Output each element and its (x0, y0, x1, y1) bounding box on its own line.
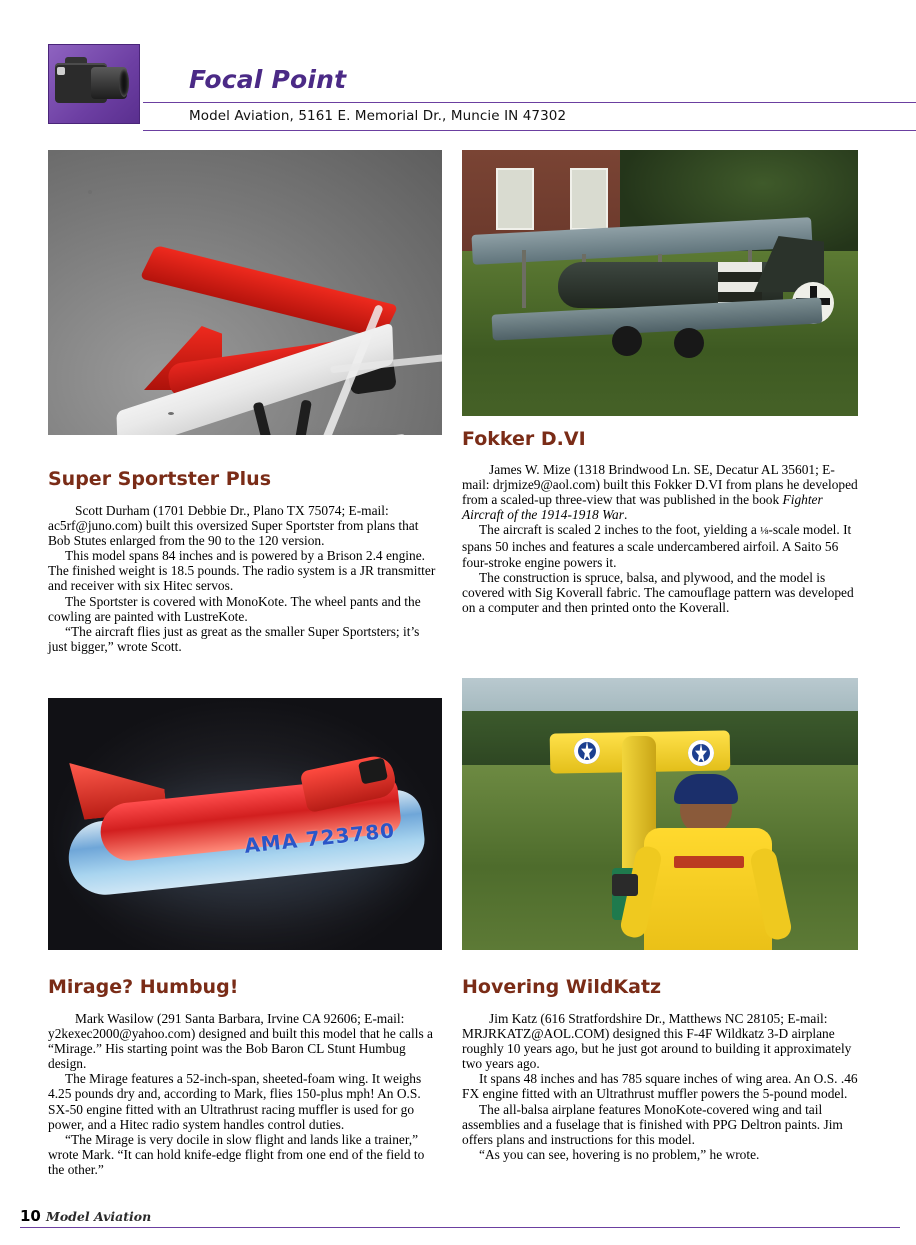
mirage-registration-text: AMA 723780 (243, 818, 397, 858)
masthead-rule-top (143, 102, 916, 103)
masthead-rule-bottom (143, 130, 916, 131)
camera-icon (55, 57, 133, 111)
headline-hovering-wildkatz: Hovering WildKatz (462, 976, 662, 998)
paragraph: Scott Durham (1701 Debbie Dr., Plano TX 75074; E-mail: ac5rf@juno.com) built this oversized Super Sportster from plans that Bob Stutes enlarged from the 90 to the 120 version. (48, 503, 419, 549)
masthead-address: Model Aviation, 5161 E. Memorial Dr., Muncie IN 47302 (189, 108, 567, 124)
paragraph: It spans 48 inches and has 785 square inches of wing area. An O.S. .46 FX engine fitted with an Ultrathrust muffler powers the 5-pound model. (462, 1071, 858, 1102)
paragraph: Mark Wasilow (291 Santa Barbara, Irvine CA 92606; E-mail: y2kexec2000@yahoo.com) designed and built this model that he calls a “Mirage.” His starting point was the Bob Baron CL Stunt Humbug design. (48, 1011, 433, 1072)
article-mirage (48, 976, 442, 1177)
paragraph: “As you can see, hovering is no problem,” he wrote. (479, 1146, 760, 1162)
headline-mirage: Mirage? Humbug! (48, 976, 239, 998)
headline-fokker-dvi: Fokker D.VI (462, 428, 586, 450)
paragraph: Jim Katz (616 Stratfordshire Dr., Matthews NC 28105; E-mail: MRJRKATZ@AOL.COM) designed this F-4F Wildkatz 3-D airplane roughly 10 years ago, but he just got around to building it approximately two years ago. (462, 1011, 852, 1072)
focal-point-logo (48, 44, 140, 124)
photo-fokker-dvi (462, 150, 858, 416)
paragraph: This model spans 84 inches and is powered by a Brison 2.4 engine. The finished weight is 18.5 pounds. The radio system is a JR transmitter and receiver with six Hitec servos. (48, 548, 436, 594)
article-fokker-dvi (462, 428, 858, 615)
page-number: 10 (20, 1207, 41, 1225)
publication-name: Model Aviation (46, 1209, 152, 1224)
paragraph: The all-balsa airplane features MonoKote-covered wing and tail assemblies and a fuselage that is finished with PPG Deltron paints. Jim offers plans and instructions for this model. (462, 1101, 843, 1147)
paragraph: The aircraft is scaled 2 inches to the foot, yielding a ⅛-scale model. It spans 50 inches and features a scale undercambered airfoil. A Saito 56 four-stroke engine powers it. (462, 522, 852, 570)
paragraph: The Mirage features a 52-inch-span, sheeted-foam wing. It weighs 4.25 pounds dry and, according to Mark, flies 150-plus mph! An O.S. SX-50 engine fitted with an Ultrathrust racing muffler is used for go power, and a Hitec radio system handles control duties. (48, 1071, 422, 1132)
body-super-sportster (48, 503, 442, 654)
paragraph: “The aircraft flies just as great as the smaller Super Sportsters; it’s just bigger,” wrote Scott. (48, 623, 420, 654)
photo-mirage (48, 698, 442, 950)
article-hovering-wildkatz (462, 976, 858, 1162)
body-mirage (48, 1011, 442, 1177)
photo-hovering-wildkatz (462, 678, 858, 950)
article-super-sportster (48, 468, 442, 654)
headline-super-sportster: Super Sportster Plus (48, 468, 272, 490)
page-title: Focal Point (189, 65, 347, 94)
body-hovering-wildkatz (462, 1011, 858, 1162)
paragraph: The construction is spruce, balsa, and plywood, and the model is covered with Sig Koverall fabric. The camouflage pattern was developed on a computer and then printed onto the Koverall. (462, 569, 854, 615)
photo-super-sportster (48, 150, 442, 435)
masthead-title-block (143, 66, 868, 94)
footer-rule (20, 1227, 900, 1228)
paragraph: The Sportster is covered with MonoKote. The wheel pants and the cowling are painted with LustreKote. (48, 593, 421, 624)
paragraph: James W. Mize (1318 Brindwood Ln. SE, Decatur AL 35601; E-mail: drjmize9@aol.com) built this Fokker D.VI from plans he developed from a scaled-up three-view that was published in the book Fighter Aircraft of the 1914-1918 War. (462, 462, 858, 523)
masthead (48, 44, 868, 130)
paragraph: “The Mirage is very docile in slow flight and lands like a trainer,” wrote Mark. “It can hold knife-edge flight from one end of the field to the other.” (48, 1131, 425, 1177)
body-fokker-dvi (462, 462, 858, 615)
